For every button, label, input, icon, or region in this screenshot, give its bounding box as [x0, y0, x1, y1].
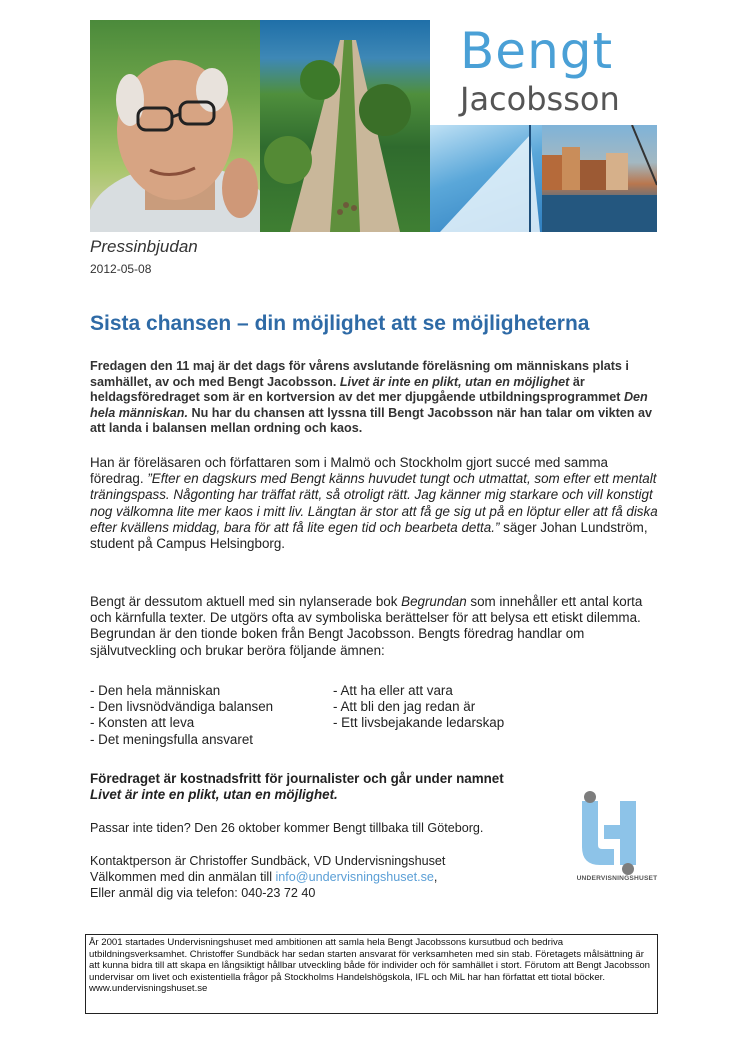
- topics-left-column: [90, 683, 330, 748]
- press-kicker: Pressinbjudan: [90, 237, 198, 256]
- logo-wordmark: UNDERVISNINGSHUSET: [576, 875, 658, 882]
- alternate-date-note: Passar inte tiden? Den 26 oktober kommer Bengt tillbaka till Göteborg.: [90, 821, 484, 835]
- quote-paragraph: Han är föreläsaren och författaren som i Malmö och Stockholm gjort succé med samma föredrag. ”Efter en dagskurs med Bengt känns huvudet tungt och utmattat, som efter ett mentalt träningspass. Någonting har träffat rätt, så otroligt rätt. Jag känner mig starkare och vill konstigt nog välkomna lite mer kaos i mitt liv. Längtan är stor att få ge sig ut på en löptur eller att få diska efter kvällens middag, bara för att få lite egen tid och bearbeta detta.” säger Johan Lundström, student på Campus Helsingborg.: [90, 455, 658, 552]
- sail-illustration: [430, 125, 542, 232]
- list-item: - Ett livsbejakande ledarskap: [333, 715, 505, 731]
- program-title: Den hela människan.: [90, 390, 648, 420]
- testimonial-quote: ”Efter en dagskurs med Bengt känns huvudet tungt och utmattat, som efter ett mentalt träningspass. Någonting har träffat rätt, så otroligt rätt. Jag känner mig starkare och vill konstigt nog välkomna lite mer kaos i mitt liv. Längtan är stor att få ge sig ut på en löptur eller att få diska efter kvällens middag, bara för att få lite egen tid och bearbeta detta.”: [90, 471, 658, 535]
- lead-paragraph: Fredagen den 11 maj är det dags för vårens avslutande föreläsning om människans plats i samhället, av och med Bengt Jacobsson. Livet är inte en plikt, utan en möjlighet är heldagsföredraget som är en kortversion av det mer djupgående utbildningsprogrammet Den hela människan. Nu har du chansen att lyssna till Bengt Jacobsson när han talar om vikten av att landa i balansen mellan ordning och kaos.: [90, 359, 652, 436]
- brand-last-name: Jacobsson: [460, 80, 620, 118]
- undervisningshuset-logo: [574, 791, 658, 891]
- press-date: 2012-05-08: [90, 262, 152, 276]
- topics-right-column: [333, 683, 633, 732]
- company-info-box: År 2001 startades Undervisningshuset med ambitionen att samla hela Bengt Jacobssons kursutbud och bedriva utbildningsverksamhet. Christoffer Sundbäck har sedan starten ansvarat för verksamheten med sin stab. Företagets målsättning är att kunna bidra till att skapa en långsiktigt hållbar utveckling både för individer och för samhället i stort. Förutom att Bengt Jacobsson undervisar om livet och existentiella frågor på Stockholms Handelshögskola, IFL och MiL har han författat ett tiotal böcker. www.undervisningshuset.se: [85, 934, 658, 1014]
- list-item: - Att bli den jag redan är: [333, 699, 476, 715]
- list-item: - Att ha eller att vara: [333, 683, 453, 698]
- brand-logo: [430, 20, 657, 125]
- book-paragraph: Bengt är dessutom aktuell med sin nylanserade bok Begrundan som innehåller ett antal korta och kärnfulla texter. De utgörs ofta av symboliska berättelser för att belysa ett etiskt dilemma. Begrundan är den tionde boken från Bengt Jacobsson. Bengts föredrag handlar om självutveckling och brukar beröra följande ämnen:: [90, 594, 643, 658]
- list-item: - Den livsnödvändiga balansen: [90, 699, 274, 715]
- portrait-illustration: [90, 20, 260, 232]
- road-illustration: [260, 20, 430, 232]
- closing-title: Livet är inte en plikt, utan en möjlighet.: [90, 787, 338, 803]
- email-link[interactable]: info@undervisningshuset.se: [275, 870, 434, 884]
- brand-first-name: Bengt: [460, 22, 614, 80]
- book-title: Begrundan: [401, 594, 467, 609]
- list-item: - Det meningsfulla ansvaret: [90, 731, 253, 747]
- harbor-illustration: [542, 125, 657, 232]
- list-item: - Konsten att leva: [90, 715, 195, 731]
- uh-logo-mark: [574, 791, 654, 875]
- contact-block: Kontaktperson är Christoffer Sundbäck, VD Undervisningshuset Välkommen med din anmälan till info@undervisningshuset.se, Eller anmäl dig via telefon: 040-23 72 40: [90, 854, 446, 900]
- contact-phone: Eller anmäl dig via telefon: 040-23 72 40: [90, 886, 316, 900]
- header-banner: [90, 20, 657, 232]
- harbor-photo: [542, 125, 657, 232]
- closing-statement: Föredraget är kostnadsfritt för journalister och går under namnet Livet är inte en plikt, utan en möjlighet.: [90, 771, 504, 803]
- headline: Sista chansen – din möjlighet att se möjligheterna: [90, 312, 590, 335]
- list-item: - Den hela människan: [90, 683, 221, 698]
- portrait-photo: [90, 20, 260, 232]
- road-photo: [260, 20, 430, 232]
- contact-person: Kontaktperson är Christoffer Sundbäck, VD Undervisningshuset: [90, 854, 446, 868]
- lecture-title: Livet är inte en plikt, utan en möjlighet: [339, 374, 570, 389]
- sailboat-photo: [430, 125, 542, 232]
